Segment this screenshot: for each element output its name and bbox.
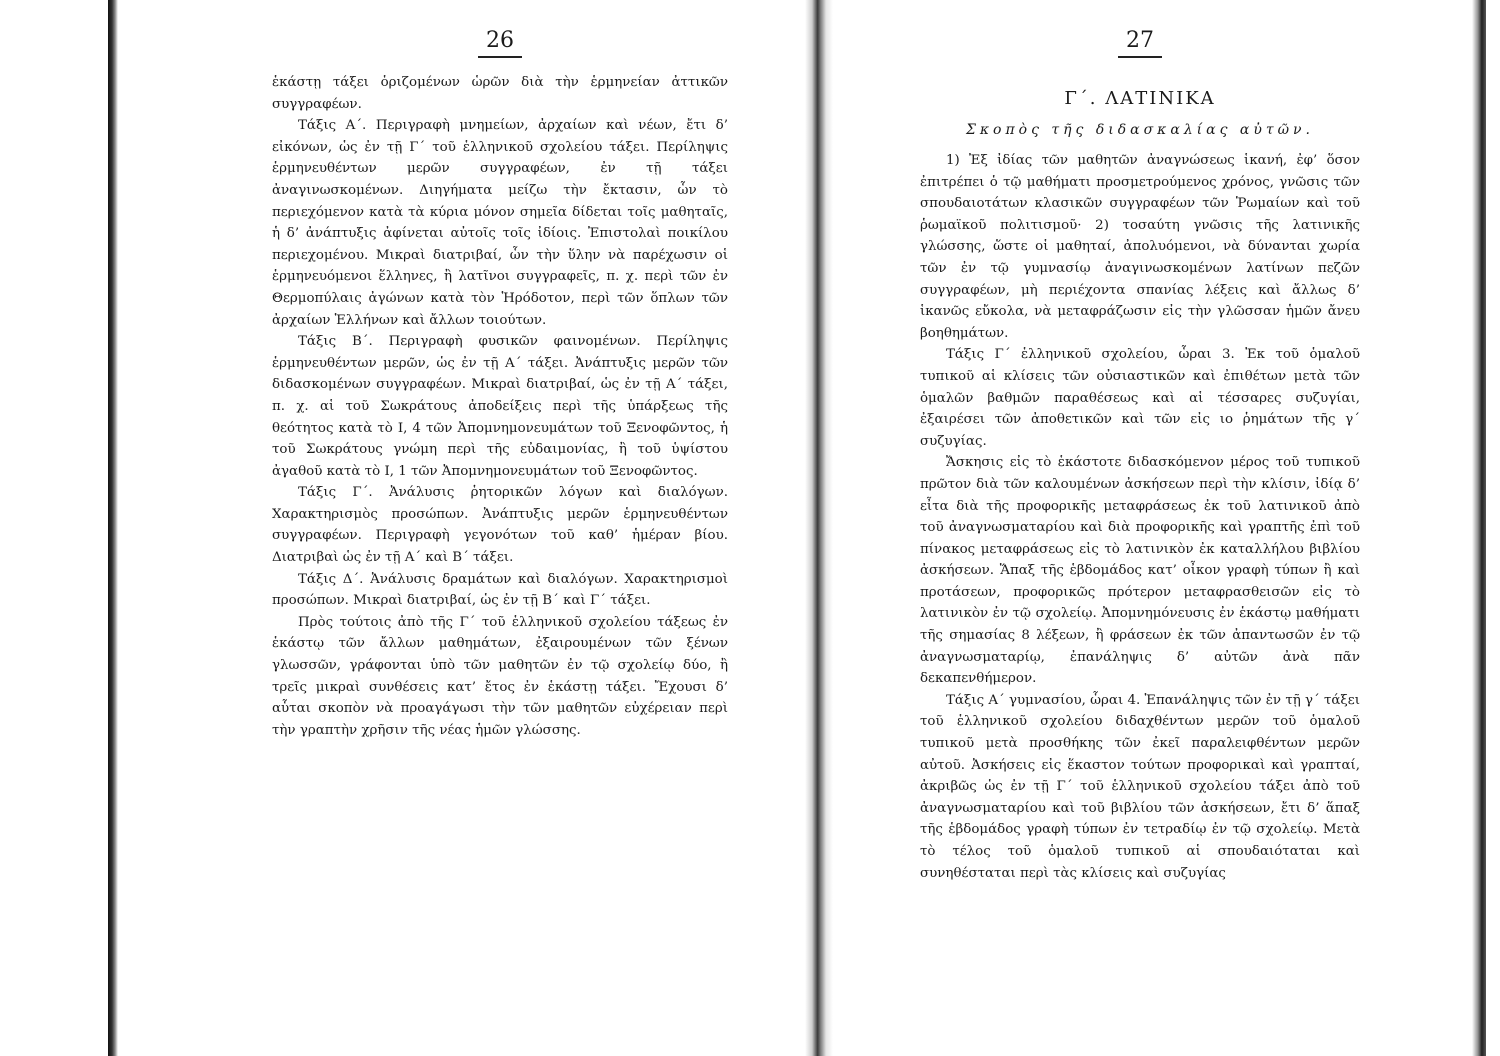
paragraph: Τάξις Β΄. Περιγραφὴ φυσικῶν φαινομένων. Περίληψις ἑρμηνευθέντων μερῶν, ὡς ἐν τῇ Α΄ τάξει. Ἀνάπτυξις μερῶν τῶν διδασκομένων συγγραφέων. Μικραὶ διατριβαί, ὡς ἐν τῇ Α΄ τάξει, π. χ. αἱ τοῦ Σωκράτους ἀποδείξεις περὶ τῆς ὑπάρξεως τῆς θεότητος κατὰ τὸ Ι, 4 τῶν Ἀπομνημονευμάτων τοῦ Ξενοφῶντος, ἡ τοῦ Σωκράτους γνώμη περὶ τῆς εὐδαιμονίας, ἢ τοῦ ὑψίστου ἀγαθοῦ κατὰ τὸ Ι, 1 τῶν Ἀπομνημονευμάτων τοῦ Ξενοφῶντος. (272, 334, 728, 479)
right-page-body (920, 150, 1360, 884)
paragraph: Τάξις Γ΄. Ἀνάλυσις ῥητορικῶν λόγων καὶ διαλόγων. Χαρακτηρισμὸς προσώπων. Ἀνάπτυξις μερῶν ἑρμηνευθέντων συγγραφέων. Περιγραφὴ γεγονότων τοῦ καθ’ ἡμέραν βίου. Διατριβαὶ ὡς ἐν τῇ Α΄ καὶ Β΄ τάξει. (272, 485, 728, 566)
page-number: 27 (880, 28, 1400, 58)
paragraph: Τάξις Δ΄. Ἀνάλυσις δραμάτων καὶ διαλόγων. Χαρακτηρισμοὶ προσώπων. Μικραὶ διατριβαί, ὡς ἐν τῇ Β΄ καὶ Γ΄ τάξει. (272, 571, 728, 609)
paragraph: 1) Ἐξ ἰδίας τῶν μαθητῶν ἀναγνώσεως ἱκανή, ἐφ’ ὅσον ἐπιτρέπει ὁ τῷ μαθήματι προσμετρούμενος χρόνος, γνῶσις τῶν σπουδαιοτάτων κλασικῶν συγγραφέων τῶν Ῥωμαίων καὶ τοῦ ῥωμαϊκοῦ πολιτισμοῦ· 2) τοσαύτη γνῶσις τῆς λατινικῆς γλώσσης, ὥστε οἱ μαθηταί, ἀπολυόμενοι, νὰ δύνανται χωρία τῶν ἐν τῷ γυμνασίῳ ἀναγινωσκομένων λατίνων πεζῶν συγγραφέων, μὴ περιέχοντα σπανίας λέξεις καὶ ἄλλως δ’ ἱκανῶς εὔκολα, νὰ μεταφράζωσιν εἰς τὴν γλῶσσαν ἡμῶν ἄνευ βοηθημάτων. (920, 153, 1360, 341)
paragraph: ἑκάστῃ τάξει ὁριζομένων ὡρῶν διὰ τὴν ἑρμηνείαν ἀττικῶν συγγραφέων. (272, 75, 728, 112)
page-number: 26 (240, 28, 760, 58)
right-page-edge-shadow (1472, 0, 1486, 1056)
section-heading: Γ΄. ΛΑΤΙΝΙΚΑ (1064, 88, 1216, 109)
book-gutter (805, 0, 833, 1056)
left-page (240, 0, 760, 1056)
paragraph: Ἄσκησις εἰς τὸ ἑκάστοτε διδασκόμενον μέρος τοῦ τυπικοῦ πρῶτον διὰ τῶν καλουμένων ἀσκήσεων περὶ τὴν κλίσιν, ἰδίᾳ δ’ εἶτα διὰ τῆς προφορικῆς μεταφράσεως ἐκ τοῦ λατινικοῦ ἀπὸ τοῦ ἀναγνωσματαρίου καὶ διὰ προφορικῆς καὶ γραπτῆς ἐπὶ τοῦ πίνακος μεταφράσεως εἰς τὸ λατινικὸν ἐκ καταλλήλου βιβλίου ἀσκήσεων. Ἅπαξ τῆς ἑβδομάδος κατ’ οἶκον γραφὴ τύπων ἢ καὶ προτάσεων, προφορικῶς πρότερον μεταφρασθεισῶν εἰς τὸ λατινικὸν ἐν τῷ σχολείῳ. Ἀπομνημόνευσις ἐν ἑκάστῳ μαθήματι τῆς σημασίας 8 λέξεων, ἢ φράσεων ἐκ τῶν ἀπαντωσῶν ἐν τῷ ἀναγνωσματαρίῳ, ἐπανάληψις δ’ αὐτῶν ἀνὰ πᾶν δεκαπενθήμερον. (920, 455, 1360, 687)
left-page-edge-shadow (108, 0, 118, 1056)
paragraph: Τάξις Α΄. Περιγραφὴ μνημείων, ἀρχαίων καὶ νέων, ἔτι δ’ εἰκόνων, ὡς ἐν τῇ Γ΄ τοῦ ἑλληνικοῦ σχολείου τάξει. Περίληψις ἑρμηνευθέντων μερῶν συγγραφέων, ἐν τῇ τάξει ἀναγινωσκομένων. Διηγήματα μείζω τὴν ἔκτασιν, ὧν τὸ περιεχόμενον κατὰ τὰ κύρια μόνον σημεῖα δίδεται τοῖς μαθηταῖς, ἡ δ’ ἀνάπτυξις ἀφίνεται αὐτοῖς τοῖς ἰδίοις. Ἐπιστολαὶ ποικίλου περιεχομένου. Μικραὶ διατριβαί, ὧν τὴν ὕλην νὰ παρέχωσιν οἱ ἑρμηνευόμενοι ἕλληνες, ἢ λατῖνοι συγγραφεῖς, π. χ. περὶ τῶν ἐν Θερμοπύλαις ἀγώνων κατὰ τὸν Ἡρόδοτον, περὶ τῶν ὅπλων τῶν ἀρχαίων Ἑλλήνων καὶ ἄλλων τοιούτων. (272, 118, 728, 328)
right-page (880, 0, 1400, 1056)
section-subheading: Σκοπὸς τῆς διδασκαλίας αὐτῶν. (965, 122, 1315, 138)
paragraph: Πρὸς τούτοις ἀπὸ τῆς Γ΄ τοῦ ἑλληνικοῦ σχολείου τάξεως ἐν ἑκάστῳ τῶν ἄλλων μαθημάτων, ἐξαιρουμένων τῶν ξένων γλωσσῶν, γράφονται ὑπὸ τῶν μαθητῶν ἐν τῷ σχολείῳ δύο, ἢ τρεῖς μικραὶ συνθέσεις κατ’ ἔτος ἐν ἑκάστῃ τάξει. Ἔχουσι δ’ αὗται σκοπὸν νὰ προαγάγωσι τὴν τῶν μαθητῶν εὐχέρειαν περὶ τὴν γραπτὴν χρῆσιν τῆς νέας ἡμῶν γλώσσης. (272, 614, 728, 738)
left-page-body (272, 72, 728, 741)
paragraph: Τάξις Γ΄ ἑλληνικοῦ σχολείου, ὧραι 3. Ἐκ τοῦ ὁμαλοῦ τυπικοῦ αἱ κλίσεις τῶν οὐσιαστικῶν καὶ ἐπιθέτων μετὰ τῶν ὁμαλῶν βαθμῶν παραθέσεως καὶ αἱ τέσσαρες συζυγίαι, ἐξαιρέσει τῶν ἀποθετικῶν καὶ τῶν εἰς ιο ῥημάτων τῆς γ΄ συζυγίας. (920, 347, 1360, 449)
paragraph: Τάξις Α΄ γυμνασίου, ὧραι 4. Ἐπανάληψις τῶν ἐν τῇ γ΄ τάξει τοῦ ἑλληνικοῦ σχολείου διδαχθέντων μερῶν τοῦ ὁμαλοῦ τυπικοῦ μετὰ προσθήκης τῶν ἐκεῖ παραλειφθέντων μερῶν αὐτοῦ. Ἀσκήσεις εἰς ἕκαστον τούτων προφορικαὶ καὶ γραπταί, ἀκριβῶς ὡς ἐν τῇ Γ΄ τοῦ ἑλληνικοῦ σχολείου τάξει ἀπὸ τοῦ ἀναγνωσματαρίου καὶ τοῦ βιβλίου τῶν ἀσκήσεων, ἔτι δ’ ἅπαξ τῆς ἑβδομάδος γραφὴ τύπων ἐν τετραδίῳ ἐν τῷ σχολείῳ. Μετὰ τὸ τέλος τοῦ ὁμαλοῦ τυπικοῦ αἱ σπουδαιόταται καὶ συνηθέσταται περὶ τὰς κλίσεις καὶ συζυγίας (920, 692, 1360, 881)
